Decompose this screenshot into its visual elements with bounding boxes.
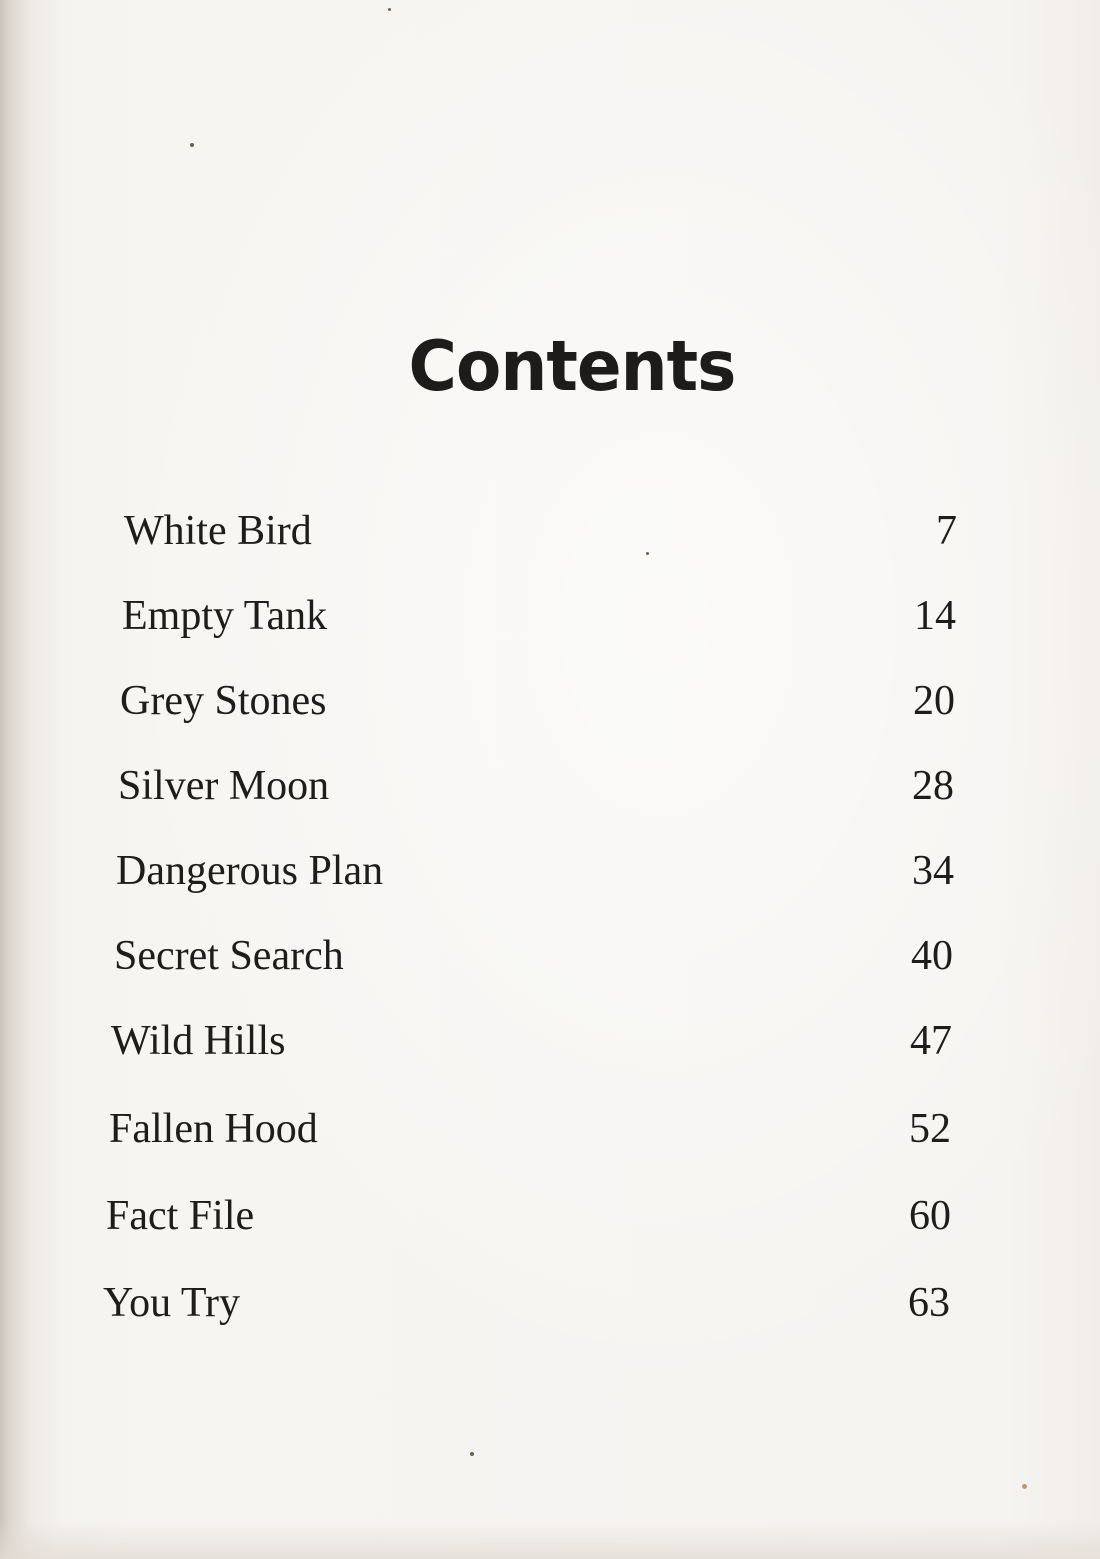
toc-entry-title: White Bird — [124, 508, 312, 554]
page-title: Contents — [408, 326, 736, 407]
toc-entry-title: You Try — [103, 1280, 241, 1326]
toc-page-number: 7 — [936, 508, 957, 554]
toc-page-number: 52 — [909, 1106, 951, 1152]
toc-entry-title: Empty Tank — [122, 593, 328, 639]
toc-entry-title: Grey Stones — [120, 678, 327, 724]
toc-entry-title: Secret Search — [114, 933, 344, 979]
toc-page-number: 60 — [909, 1193, 951, 1239]
toc-row — [116, 841, 954, 901]
toc-entry-title: Fallen Hood — [109, 1106, 318, 1152]
paper-speck — [470, 1452, 474, 1456]
toc-row — [114, 926, 953, 986]
toc-row — [111, 1011, 952, 1071]
toc-row — [124, 501, 957, 561]
toc-page-number: 28 — [912, 763, 954, 809]
paper-speck — [388, 8, 391, 11]
toc-page-number: 34 — [912, 848, 954, 894]
toc-entry-title: Fact File — [106, 1193, 255, 1239]
paper-speck — [1022, 1484, 1027, 1489]
page-bottom-edge — [0, 1519, 1100, 1559]
toc-row — [109, 1099, 951, 1159]
toc-page-number: 14 — [914, 593, 956, 639]
toc-entry-title: Dangerous Plan — [116, 848, 384, 894]
toc-page-number: 20 — [913, 678, 955, 724]
toc-row — [122, 586, 956, 646]
page-spine-shadow — [0, 0, 28, 1559]
toc-page-number: 47 — [910, 1018, 952, 1064]
paper-speck — [190, 143, 194, 147]
toc-page-number: 40 — [911, 933, 953, 979]
toc-page-number: 63 — [908, 1280, 950, 1326]
toc-entry-title: Wild Hills — [111, 1018, 286, 1064]
toc-row — [118, 756, 954, 816]
toc-row — [106, 1186, 951, 1246]
toc-row — [120, 671, 955, 731]
toc-entry-title: Silver Moon — [118, 763, 330, 809]
toc-row — [103, 1273, 950, 1333]
